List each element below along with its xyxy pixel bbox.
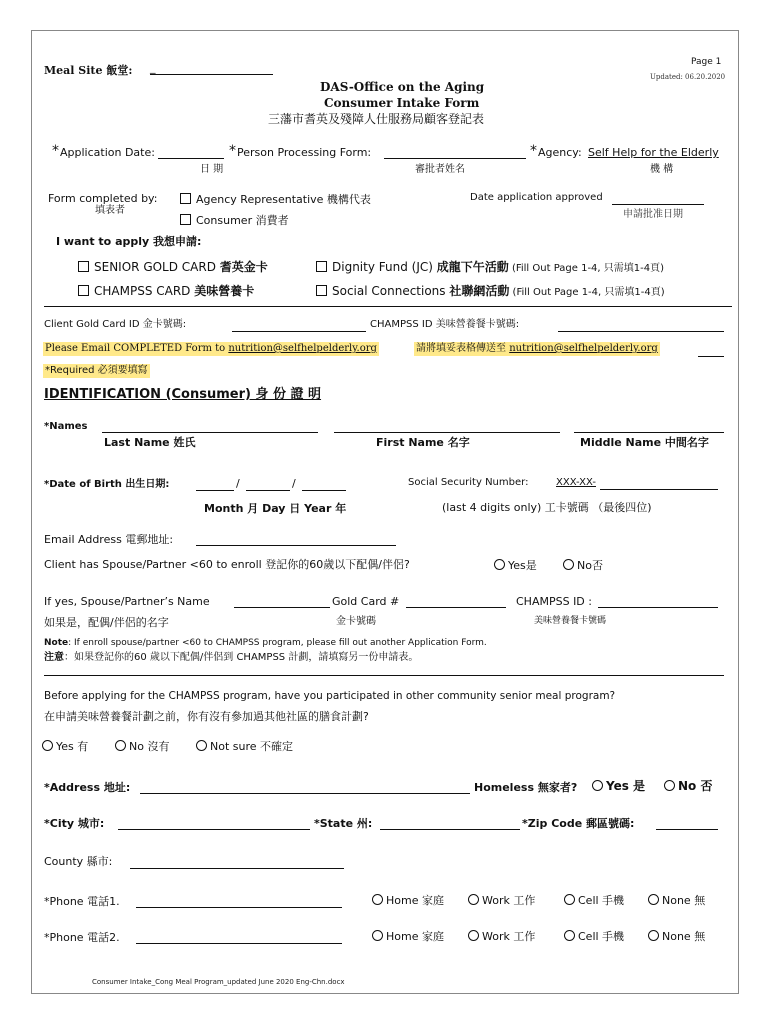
- phone2-field[interactable]: [136, 943, 342, 944]
- dignity-fund-checkbox[interactable]: [316, 261, 327, 272]
- social-connections-note: (Fill Out Page 1-4, 只需填1-4頁): [509, 287, 665, 298]
- email-link-2[interactable]: nutrition@selfhelpelderly.org: [509, 343, 658, 354]
- middle-name-field[interactable]: [574, 432, 724, 433]
- opt-social-connections[interactable]: [316, 285, 665, 298]
- agency-rep-text: Agency Representative 機構代表: [196, 193, 371, 206]
- email-note-cn-text: 請將填妥表格傳送至: [416, 343, 510, 354]
- meal-no-radio[interactable]: [115, 740, 126, 751]
- spouse-note-bold: Note: [44, 638, 69, 648]
- person-star: *: [229, 143, 236, 159]
- middle-name-label: Middle Name 中間名字: [580, 436, 709, 449]
- gold-card-id-field[interactable]: [232, 331, 366, 332]
- opt-champss[interactable]: [78, 285, 254, 297]
- homeless-no-radio[interactable]: [664, 780, 675, 791]
- app-date-label: Application Date:: [60, 146, 155, 159]
- footer-filename: Consumer Intake_Cong Meal Program_updated June 2020 Eng-Chn.docx: [92, 978, 345, 986]
- app-date-star: *: [52, 143, 59, 159]
- phone2-cell-radio[interactable]: [564, 930, 575, 941]
- county-label: County 縣市:: [44, 855, 113, 868]
- title-chinese: 三藩市耆英及殘障人仕服務局顧客登記表: [268, 112, 485, 126]
- ssn-field[interactable]: [600, 489, 718, 490]
- phone1-work-radio[interactable]: [468, 894, 479, 905]
- meal-yes-radio[interactable]: [42, 740, 53, 751]
- spouse-note-cn-text: ：如果登記你的60 歲以下配偶/伴侶到 CHAMPSS 計劃，請填寫另一份申請表。: [64, 652, 419, 663]
- phone1-field[interactable]: [136, 907, 342, 908]
- social-connections-cn: 社聯網活動: [449, 284, 510, 298]
- state-field[interactable]: [380, 829, 520, 830]
- spouse-champss-cn: 美味營養餐卡號碼: [534, 616, 607, 626]
- city-label: *City 城市:: [44, 817, 105, 830]
- app-date-cn: 日 期: [200, 164, 224, 175]
- page-number: Page 1: [691, 57, 722, 67]
- spouse-yes[interactable]: [494, 559, 537, 571]
- consumer-checkbox[interactable]: [180, 214, 191, 225]
- phone1-home[interactable]: [372, 894, 444, 906]
- email-note-cn: [414, 342, 660, 356]
- email-note-underline: [698, 356, 724, 357]
- dob-month-field[interactable]: [196, 490, 234, 491]
- senior-gold-checkbox[interactable]: [78, 261, 89, 272]
- title-form: Consumer Intake Form: [324, 96, 480, 110]
- approved-field[interactable]: [612, 204, 704, 205]
- spouse-name-label: If yes, Spouse/Partner’s Name: [44, 595, 210, 608]
- person-label: Person Processing Form:: [237, 146, 372, 159]
- first-name-field[interactable]: [334, 432, 560, 433]
- identification-heading: IDENTIFICATION (Consumer) 身 份 證 明: [44, 387, 322, 402]
- phone1-none-text: None 無: [662, 894, 706, 907]
- agency-star: *: [530, 143, 537, 159]
- county-field[interactable]: [130, 868, 344, 869]
- spouse-name-field[interactable]: [234, 607, 330, 608]
- dob-label: *Date of Birth 出生日期:: [44, 479, 170, 490]
- city-field[interactable]: [118, 829, 310, 830]
- meal-not-sure-radio[interactable]: [196, 740, 207, 751]
- champss-id-field[interactable]: [558, 331, 724, 332]
- phone2-work-text: Work 工作: [482, 930, 536, 943]
- phone1-cell[interactable]: [564, 894, 624, 906]
- meal-site-field[interactable]: [150, 74, 273, 75]
- spouse-yes-radio[interactable]: [494, 559, 505, 570]
- spouse-name-cn: 如果是，配偶/伴侶的名字: [44, 616, 169, 629]
- phone2-home[interactable]: [372, 930, 444, 942]
- dob-sub-label: Month 月 Day 日 Year 年: [204, 502, 347, 515]
- meal-program-question-cn: 在申請美味營養餐計劃之前，你有沒有參加過其他社區的膳食計劃?: [44, 710, 369, 723]
- dob-day-field[interactable]: [246, 490, 290, 491]
- homeless-no[interactable]: [664, 780, 712, 792]
- homeless-yes-radio[interactable]: [592, 780, 603, 791]
- spouse-yes-text: Yes是: [508, 559, 537, 572]
- phone1-cell-radio[interactable]: [564, 894, 575, 905]
- spouse-note: [44, 639, 487, 648]
- phone1-home-text: Home 家庭: [386, 894, 444, 907]
- spouse-question: Client has Spouse/Partner <60 to enroll 登記你的60歲以下配偶/伴侶?: [44, 558, 410, 571]
- first-name-label: First Name 名字: [376, 436, 470, 449]
- phone2-cell[interactable]: [564, 930, 624, 942]
- opt-dignity-fund[interactable]: [316, 261, 664, 274]
- zip-field[interactable]: [656, 829, 718, 830]
- approved-cn: 申請批准日期: [623, 209, 683, 220]
- person-cn: 審批者姓名: [415, 164, 465, 175]
- homeless-label: Homeless 無家者?: [474, 781, 578, 794]
- meal-program-question: Before applying for the CHAMPSS program, have you participated in other community senior meal program?: [44, 690, 616, 702]
- ssn-label: Social Security Number:: [408, 477, 529, 488]
- phone1-none[interactable]: [648, 894, 705, 906]
- email-address-label: Email Address 電郵地址:: [44, 533, 174, 546]
- meal-not-sure-text: Not sure 不確定: [210, 740, 294, 753]
- homeless-yes-text: Yes 是: [606, 779, 646, 793]
- address-field[interactable]: [140, 793, 470, 794]
- ssn-value[interactable]: XXX-XX-: [556, 477, 596, 488]
- email-address-field[interactable]: [196, 545, 396, 546]
- social-connections-checkbox[interactable]: [316, 285, 327, 296]
- completed-by-cn: 填表者: [95, 205, 125, 216]
- champss-checkbox[interactable]: [78, 285, 89, 296]
- phone1-work-text: Work 工作: [482, 894, 536, 907]
- phone1-label: *Phone 電話1.: [44, 895, 120, 908]
- spouse-no-radio[interactable]: [563, 559, 574, 570]
- phone2-home-radio[interactable]: [372, 930, 383, 941]
- phone2-none[interactable]: [648, 930, 705, 942]
- agency-value[interactable]: Self Help for the Elderly: [588, 146, 719, 159]
- phone1-cell-text: Cell 手機: [578, 894, 625, 907]
- zip-label: *Zip Code 郵區號碼:: [522, 817, 635, 830]
- champss-text: CHAMPSS CARD: [94, 284, 195, 298]
- spouse-gold-label: Gold Card #: [332, 595, 400, 608]
- spouse-note-cn-bold: 注意: [44, 652, 64, 663]
- dob-sep-2: /: [292, 477, 296, 490]
- completed-by-label: Form completed by:: [48, 192, 158, 205]
- spouse-no-text: No否: [577, 559, 603, 572]
- meal-not-sure[interactable]: [196, 740, 293, 752]
- senior-gold-cn: 耆英金卡: [219, 260, 268, 274]
- apply-heading: I want to apply 我想申請:: [56, 235, 202, 248]
- last-name-label: Last Name 姓氏: [104, 436, 196, 449]
- app-date-field[interactable]: [158, 158, 224, 159]
- divider: [44, 306, 732, 307]
- dob-year-field[interactable]: [302, 490, 346, 491]
- person-field[interactable]: [384, 158, 526, 159]
- gold-card-id-label: Client Gold Card ID 金卡號碼:: [44, 319, 187, 330]
- state-label: *State 州:: [314, 817, 373, 830]
- spouse-gold-field[interactable]: [406, 607, 506, 608]
- dob-sep-1: /: [236, 477, 240, 490]
- phone1-none-radio[interactable]: [648, 894, 659, 905]
- required-note: *Required 必須要填寫: [45, 365, 148, 376]
- updated-date: Updated: 06.20.2020: [650, 73, 726, 81]
- champss-cn: 美味營養卡: [194, 284, 255, 298]
- meal-yes[interactable]: [42, 740, 88, 752]
- dignity-fund-note: (Fill Out Page 1-4, 只需填1-4頁): [508, 263, 665, 274]
- phone2-label: *Phone 電話2.: [44, 931, 120, 944]
- names-label: *Names: [44, 421, 88, 432]
- agency-rep-checkbox[interactable]: [180, 193, 191, 204]
- phone2-none-radio[interactable]: [648, 930, 659, 941]
- consumer-text: Consumer 消費者: [196, 214, 289, 227]
- meal-no[interactable]: [115, 740, 169, 752]
- phone2-work[interactable]: [468, 930, 535, 942]
- spouse-note-cn: [44, 653, 418, 663]
- divider: [44, 675, 724, 676]
- social-connections-text: Social Connections: [332, 284, 450, 298]
- spouse-note-text: : If enroll spouse/partner <60 to CHAMPSS program, please fill out another Application Form.: [68, 638, 487, 648]
- title-agency: DAS-Office on the Aging: [320, 80, 485, 94]
- phone1-work[interactable]: [468, 894, 535, 906]
- phone1-home-radio[interactable]: [372, 894, 383, 905]
- homeless-yes[interactable]: [592, 780, 645, 792]
- agency-cn: 機 構: [650, 164, 674, 175]
- meal-yes-text: Yes 有: [56, 740, 89, 753]
- phone2-home-text: Home 家庭: [386, 930, 444, 943]
- ssn-sub-label: (last 4 digits only) 工卡號碼 （最後四位): [442, 501, 652, 514]
- meal-site-value: _: [150, 61, 156, 74]
- approved-label: Date application approved: [470, 192, 603, 203]
- email-note-text: Please Email COMPLETED Form to: [45, 343, 229, 354]
- dignity-fund-text: Dignity Fund (JC): [332, 260, 437, 274]
- homeless-no-text: No 否: [678, 779, 713, 793]
- email-link[interactable]: nutrition@selfhelpelderly.org: [228, 343, 377, 354]
- address-label: *Address 地址:: [44, 781, 131, 794]
- phone2-cell-text: Cell 手機: [578, 930, 625, 943]
- senior-gold-text: SENIOR GOLD CARD: [94, 260, 220, 274]
- email-note: [43, 342, 379, 356]
- opt-agency-rep[interactable]: [180, 193, 371, 205]
- spouse-no[interactable]: [563, 559, 603, 571]
- spouse-champss-label: CHAMPSS ID :: [516, 595, 592, 608]
- champss-id-label: CHAMPSS ID 美味營養餐卡號碼:: [370, 319, 520, 330]
- meal-site-label: Meal Site 飯堂:: [44, 64, 133, 77]
- spouse-gold-cn: 金卡號碼: [336, 616, 376, 627]
- opt-senior-gold[interactable]: [78, 261, 268, 273]
- phone2-work-radio[interactable]: [468, 930, 479, 941]
- spouse-champss-field[interactable]: [598, 607, 718, 608]
- last-name-field[interactable]: [102, 432, 318, 433]
- phone2-none-text: None 無: [662, 930, 706, 943]
- meal-no-text: No 沒有: [129, 740, 170, 753]
- agency-label: Agency:: [538, 146, 582, 159]
- dignity-fund-cn: 成龍下午活動: [436, 260, 509, 274]
- opt-consumer[interactable]: [180, 214, 289, 226]
